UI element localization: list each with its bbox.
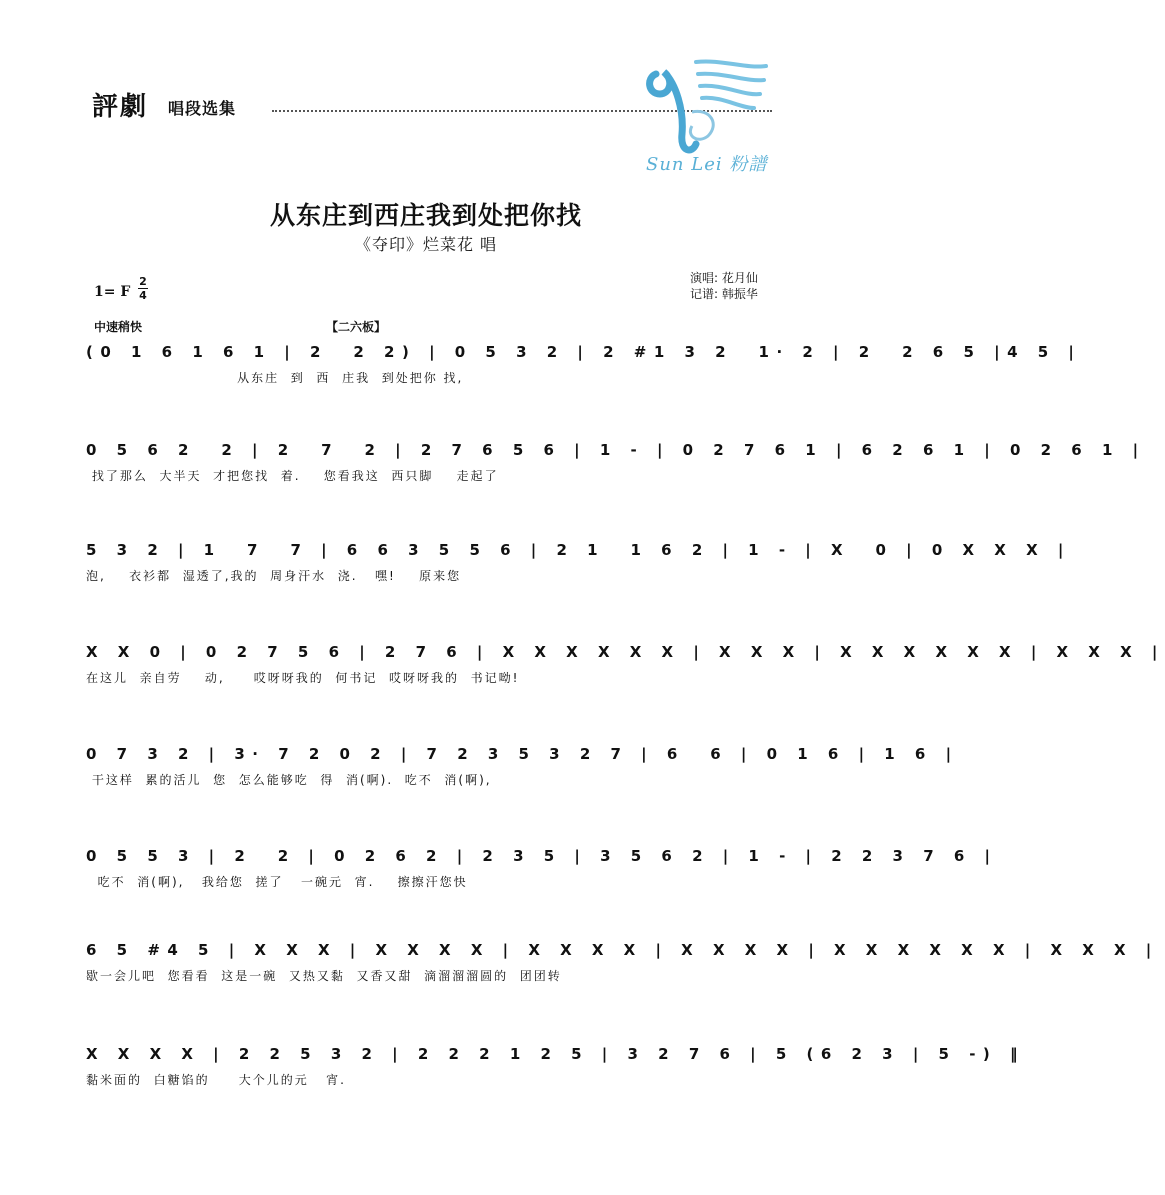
score-row [86,538,1071,594]
song-subtitle: 《夺印》烂菜花 唱 [354,235,498,254]
logo-text: Sun Lei 粉譜 [646,154,768,175]
score-row [86,938,1159,994]
series-title: 評劇 [92,92,149,122]
credits [690,270,758,302]
lyrics-line: 找了那么 大半天 才把您找 着. 您看我这 西只脚 走起了 [86,469,499,483]
lyrics-line: 黏米面的 白糖馅的 大个儿的元 宵. [86,1073,346,1087]
section-marking: 【二六板】 [326,320,387,334]
lyrics-line: 干这样 累的活儿 您 怎么能够吃 得 消(啊). 吃不 消(啊), [86,773,492,787]
song-title: 从东庄到西庄我到处把你找 [269,201,582,230]
lyrics-line: 在这儿 亲自劳 动, 哎呀呀我的 何书记 哎呀呀我的 书记呦! [86,671,520,685]
notation-line: (0 1 6 1 6 1 | 2 2 2) | 0 5 3 2 | 2 #1 3 2 1· 2 | 2 2 6 5 |4 5 | [86,343,1082,361]
notation-line: X X X X | 2 2 5 3 2 | 2 2 2 1 2 5 | 3 2 7 6 | 5 (6 2 3 | 5 -) ‖ [86,1045,1025,1063]
lyrics-line: 从东庄 到 西 庄我 到处把你 找, [86,371,464,385]
lyrics-line: 吃不 消(啊), 我给您 搓了 一碗元 宵. 擦擦汗您快 [86,875,468,889]
singer-credit: 演唱: 花月仙 [690,271,758,285]
notation-line: 6 5 #4 5 | X X X | X X X X | X X X X | X X X X | X X X X X X | X X X | [86,941,1159,959]
time-signature-bottom: 4 [139,289,147,302]
notation-line: 5 3 2 | 1 7 7 | 6 6 3 5 5 6 | 2 1 1 6 2 | 1 - | X 0 | 0 X X X | [86,541,1071,559]
lyrics-line: 歇一会儿吧 您看看 这是一碗 又热又黏 又香又甜 滴溜溜溜圆的 团团转 [86,969,562,983]
notation-line: X X 0 | 0 2 7 5 6 | 2 7 6 | X X X X X X | X X X | X X X X X X | X X X | [86,643,1165,661]
score-row [86,1042,1025,1098]
lyrics-line: 泡, 衣衫都 湿透了,我的 周身汗水 浇. 嘿! 原来您 [86,569,462,583]
notation-line: 0 7 3 2 | 3· 7 2 0 2 | 7 2 3 5 3 2 7 | 6 6 | 0 1 6 | 1 6 | [86,745,959,763]
tempo-marking: 中速稍快 [94,320,143,334]
notation-line: 0 5 6 2 2 | 2 7 2 | 2 7 6 5 6 | 1 - | 0 2 7 6 1 | 6 2 6 1 | 0 2 6 1 | [86,441,1146,459]
time-signature-top: 2 [139,275,147,288]
series-subtitle: 唱段选集 [168,99,237,118]
score-row [86,844,998,900]
time-signature [138,276,148,301]
score-row [86,438,1146,494]
notation-line: 0 5 5 3 | 2 2 | 0 2 6 2 | 2 3 5 | 3 5 6 2 | 1 - | 2 2 3 7 6 | [86,847,998,865]
score-row [86,742,959,798]
key-signature: 1= F [94,284,131,300]
score-row [86,340,1082,396]
transcriber-credit: 记谱: 韩振华 [690,287,758,301]
score-row [86,640,1165,696]
